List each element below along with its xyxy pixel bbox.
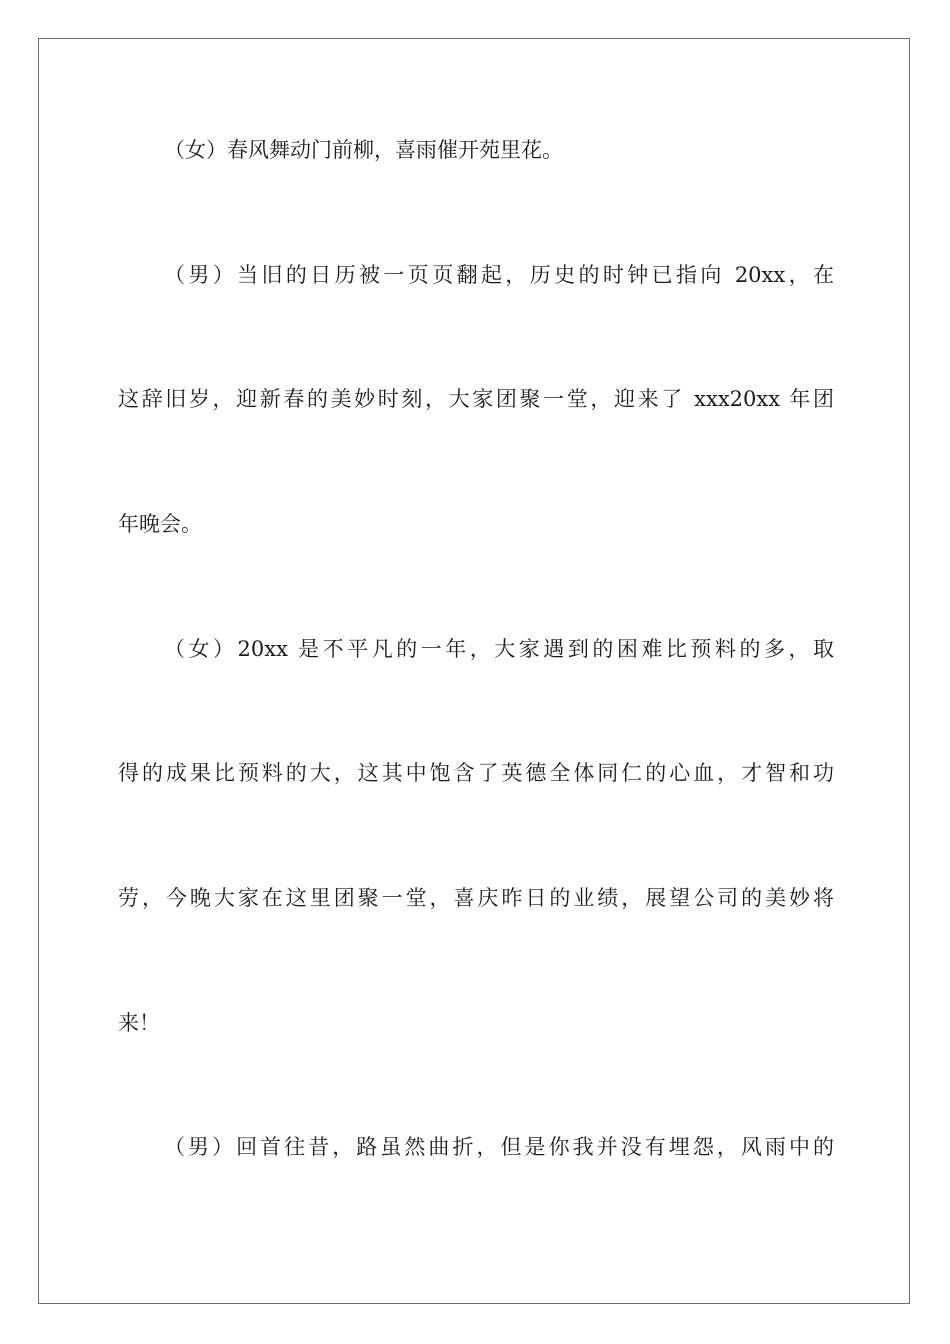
paragraph-line-female-2-start: （女）20xx 是不平凡的一年，大家遇到的困难比预料的多，取 (164, 637, 834, 661)
paragraph-line-female-1: （女）春风舞动门前柳，喜雨催开苑里花。 (164, 138, 563, 162)
paragraph-line-male-1-start: （男）当旧的日历被一页页翻起，历史的时钟已指向 20xx，在 (164, 263, 834, 287)
paragraph-line-female-2-cont2: 劳，今晚大家在这里团聚一堂，喜庆昨日的业绩，展望公司的美妙将 (118, 886, 834, 910)
paragraph-line-male-1-end: 年晚会。 (118, 512, 202, 536)
paragraph-line-male-1-cont: 这辞旧岁，迎新春的美妙时刻，大家团聚一堂，迎来了 xxx20xx 年团 (118, 387, 834, 411)
page-border (38, 38, 910, 1304)
paragraph-line-female-2-cont: 得的成果比预料的大，这其中饱含了英德全体同仁的心血，才智和功 (118, 761, 834, 785)
paragraph-line-male-2-start: （男）回首往昔，路虽然曲折，但是你我并没有埋怨，风雨中的 (164, 1135, 834, 1159)
paragraph-line-female-2-end: 来！ (118, 1011, 160, 1035)
